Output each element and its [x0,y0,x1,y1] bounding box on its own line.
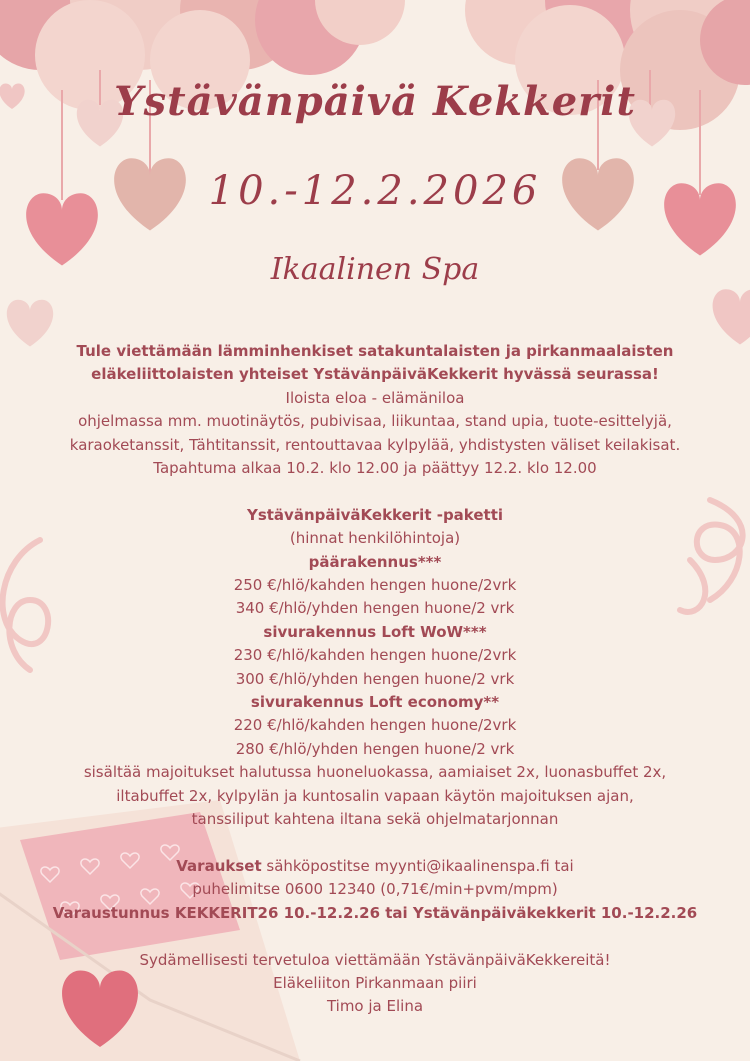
booking-email-text: sähköpostitse myynti@ikaalinenspa.fi tai [261,856,574,875]
building-name: sivurakennus Loft WoW*** [263,622,487,641]
event-venue: Ikaalinen Spa [270,252,480,287]
event-dates: 10.-12.2.2026 [208,168,542,214]
lead-text-line: eläkeliittolaisten yhteiset YstävänpäiväKekkerit hyvässä seurassa! [91,365,659,384]
includes-line: sisältää majoitukset halutussa huoneluokassa, aamiaiset 2x, luonasbuffet 2x, [83,763,667,782]
price-line: 280 €/hlö/yhden hengen huone/2 vrk [235,739,515,758]
building-name: päärakennus*** [308,552,442,571]
package-title: YstävänpäiväKekkerit -paketti [246,505,504,524]
price-line: 300 €/hlö/yhden hengen huone/2 vrk [235,669,515,688]
event-title: Ystävänpäivä Kekkerit [114,78,636,125]
booking-code: Varaustunnus KEKKERIT26 10.-12.2.26 tai Ystävänpäiväkekkerit 10.-12.2.26 [52,903,698,922]
welcome-text: Sydämellisesti tervetuloa viettämään YstävänpäiväKekkereitä! [139,950,611,969]
event-content [40,340,710,1019]
booking-label: Varaukset [176,856,262,875]
includes-line: tanssiliput kahtena iltana sekä ohjelmatarjonnan [191,810,559,829]
includes-line: iltabuffet 2x, kylpylän ja kuntosalin vapaan käytön majoituksen ajan, [116,786,634,805]
program-line: ohjelmassa mm. muotinäytös, pubivisaa, liikuntaa, stand upia, tuote-esittelyjä, [78,412,672,431]
program-line: karaoketanssit, Tähtitanssit, rentouttavaa kylpylää, yhdistysten väliset keilakisat. [69,435,681,454]
package-note: (hinnat henkilöhintoja) [289,529,461,548]
motto: Iloista eloa - elämäniloa [285,388,465,407]
booking-line [40,855,710,878]
price-line: 220 €/hlö/kahden hengen huone/2vrk [233,716,517,735]
timing-text: Tapahtuma alkaa 10.2. klo 12.00 ja päättyy 12.2. klo 12.00 [153,459,597,478]
price-line: 250 €/hlö/kahden hengen huone/2vrk [233,576,517,595]
building-name: sivurakennus Loft economy** [250,693,500,712]
price-line: 230 €/hlö/kahden hengen huone/2vrk [233,646,517,665]
booking-phone: puhelimitse 0600 12340 (0,71€/min+pvm/mpm) [192,880,558,899]
lead-text-line: Tule viettämään lämminhenkiset satakuntalaisten ja pirkanmaalaisten [76,342,674,360]
organizer: Eläkeliiton Pirkanmaan piiri [273,973,477,992]
signatures: Timo ja Elina [326,997,424,1016]
price-line: 340 €/hlö/yhden hengen huone/2 vrk [235,599,515,618]
